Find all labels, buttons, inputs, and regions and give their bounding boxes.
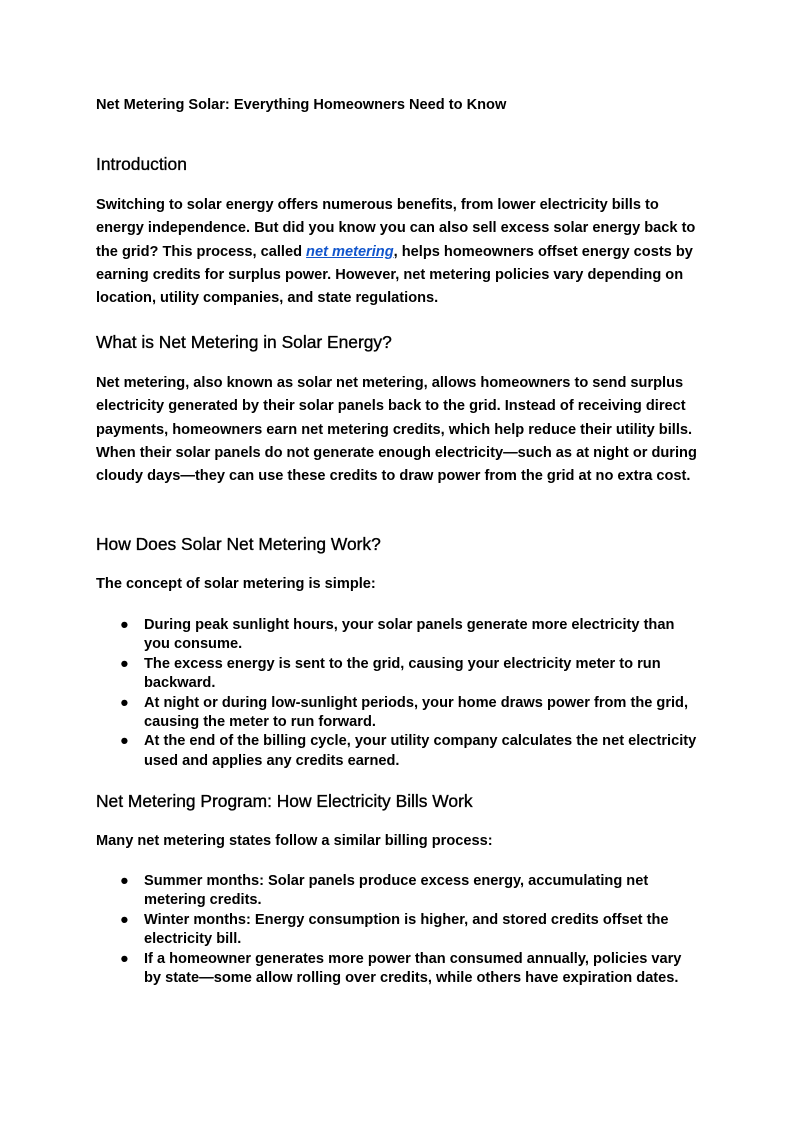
list-item <box>96 950 700 989</box>
document-title: Net Metering Solar: Everything Homeowners Need to Know <box>96 97 507 113</box>
list-item-text: Summer months: Solar panels produce excess energy, accumulating net metering credits. <box>144 873 649 909</box>
heading-introduction: Introduction <box>96 154 187 174</box>
heading-how-does-it-work: How Does Solar Net Metering Work? <box>96 534 381 554</box>
net-metering-link[interactable]: net metering <box>306 243 394 260</box>
how-it-works-intro: The concept of solar metering is simple: <box>96 576 376 592</box>
list-item-text: The excess energy is sent to the grid, causing your electricity meter to run backward. <box>144 655 661 692</box>
bullet-icon: ● <box>120 873 129 889</box>
heading-what-is-net-metering: What is Net Metering in Solar Energy? <box>96 332 392 352</box>
list-item <box>96 911 700 950</box>
list-item <box>96 872 700 911</box>
bullet-icon: ● <box>120 950 129 967</box>
bullet-icon: ● <box>120 617 129 633</box>
billing-list <box>96 872 700 988</box>
heading-net-metering-program: Net Metering Program: How Electricity Bills Work <box>96 791 473 811</box>
list-item <box>96 694 700 733</box>
list-item <box>96 616 700 655</box>
what-is-paragraph: Net metering, also known as solar net metering, allows homeowners to send surplus electricity generated by their solar panels back to the grid. Instead of receiving direct payments, homeowners earn net metering credits, which help reduce their utility bills. When their solar panels do not generate enough electricity—such as at night or during cloudy days—they can use these credits to draw power from the grid at no extra cost. <box>96 375 697 485</box>
bullet-icon: ● <box>120 655 129 672</box>
list-item-text: At night or during low-sunlight periods, your home draws power from the grid, causing the meter to run forward. <box>144 694 689 731</box>
bullet-icon: ● <box>120 733 129 750</box>
bullet-icon: ● <box>120 694 129 711</box>
list-item <box>96 655 700 694</box>
intro-paragraph <box>96 194 700 310</box>
list-item <box>96 732 700 771</box>
billing-intro: Many net metering states follow a similar billing process: <box>96 833 493 849</box>
list-item-text: During peak sunlight hours, your solar panels generate more electricity than you consume. <box>144 617 675 653</box>
list-item-text: At the end of the billing cycle, your utility company calculates the net electricity used and applies any credits earned. <box>144 733 697 769</box>
how-it-works-list <box>96 616 700 771</box>
list-item-text: Winter months: Energy consumption is higher, and stored credits offset the electricity bill. <box>144 911 669 948</box>
bullet-icon: ● <box>120 911 129 928</box>
intro-text-continued: , helps homeowners offset energy costs by earning credits for surplus power. However, net metering policies vary depending on location, utility companies, and state regulations. <box>96 243 693 307</box>
intro-text: Switching to solar energy offers numerous benefits, from lower electricity bills to energy independence. But did you know you can also sell excess solar energy back to the grid? This process, called <box>96 197 696 260</box>
list-item-text: If a homeowner generates more power than consumed annually, policies vary by state—some allow rolling over credits, while others have expiration dates. <box>144 950 682 987</box>
